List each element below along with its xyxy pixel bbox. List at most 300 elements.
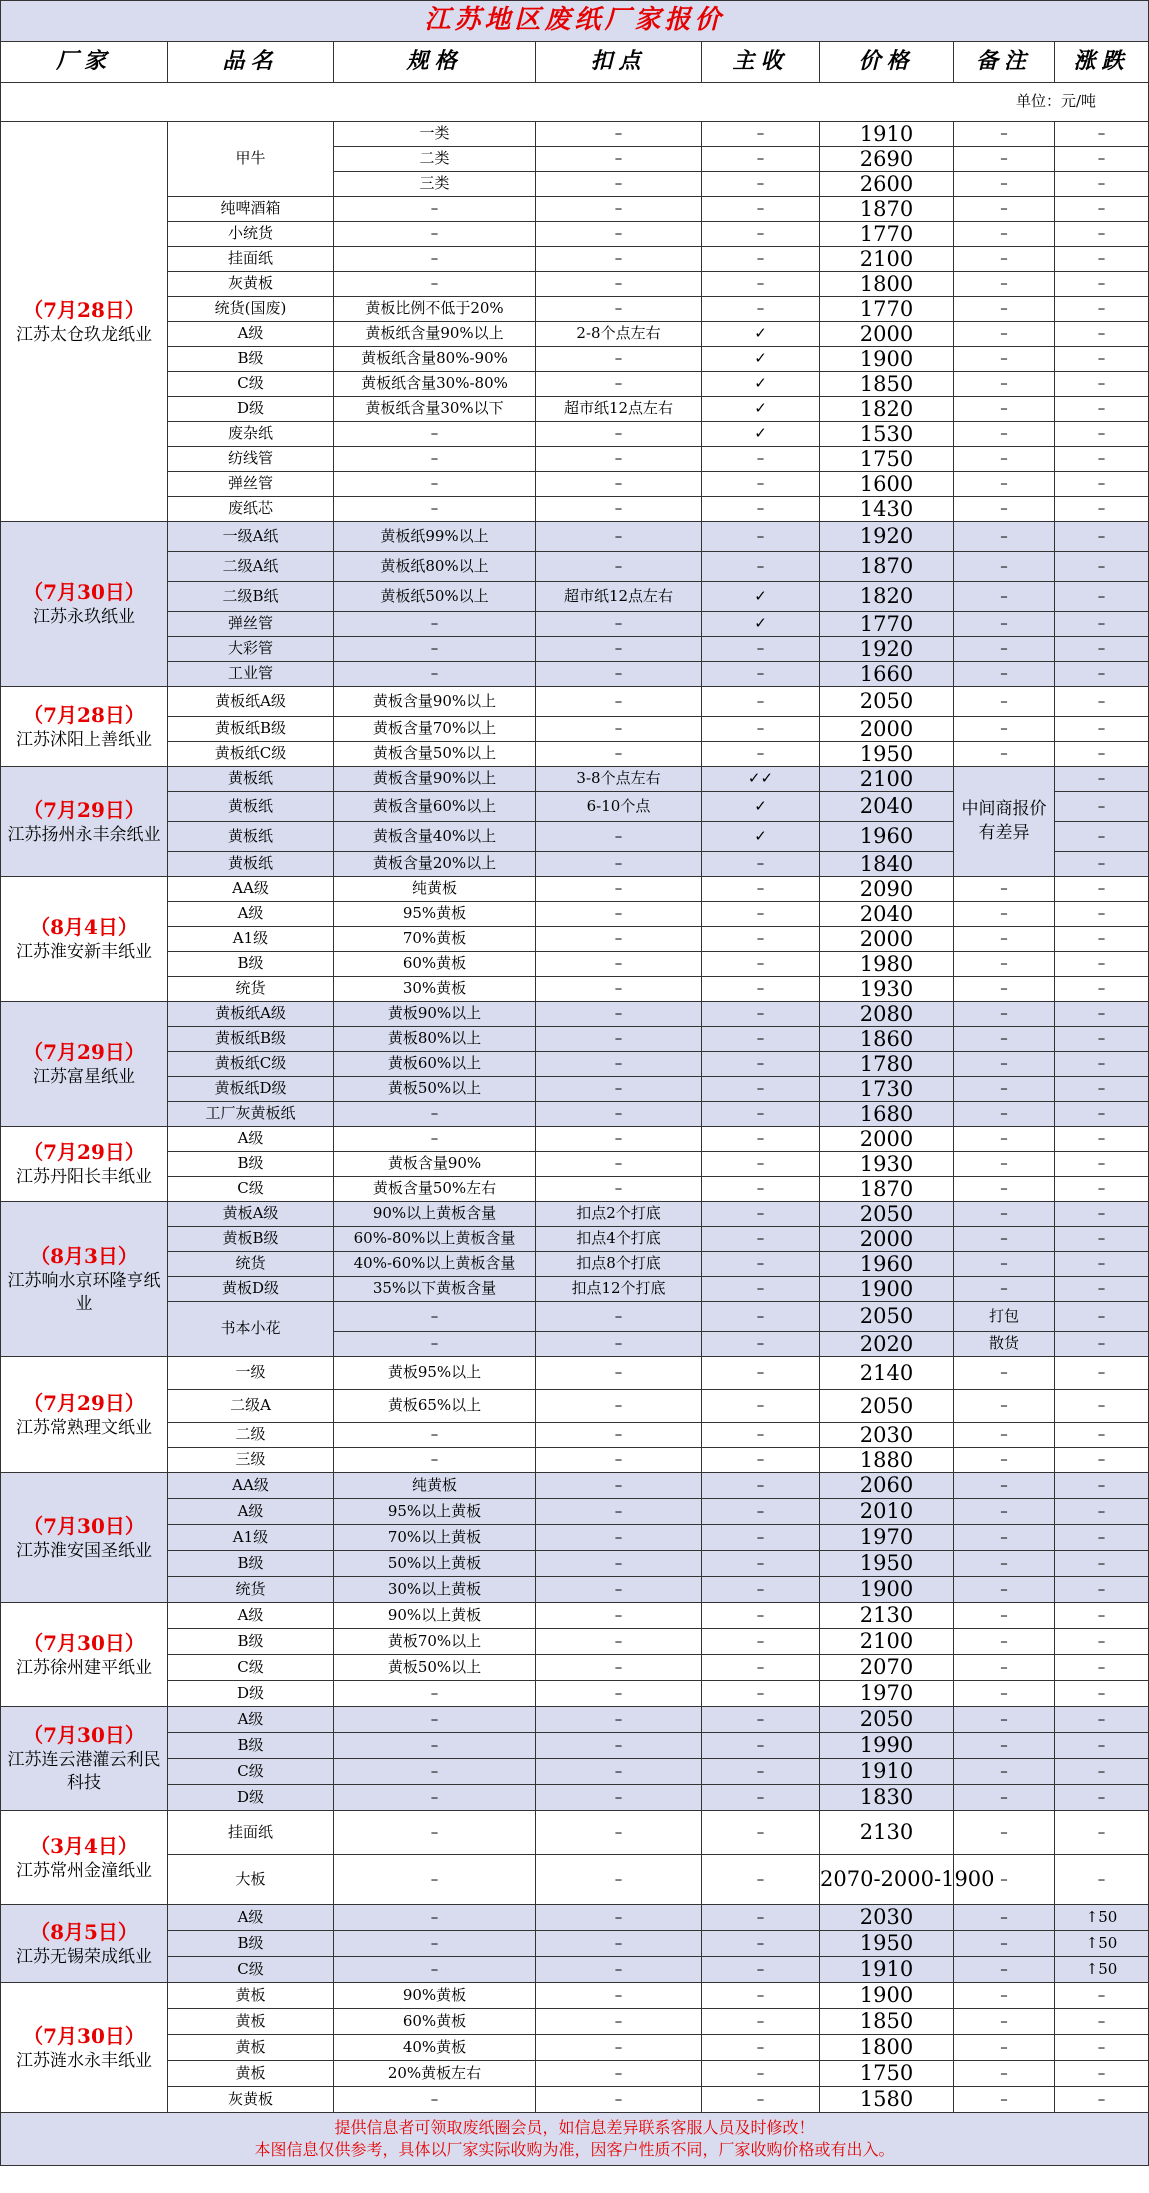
- page-title: 江苏地区废纸厂家报价: [1, 1, 1149, 42]
- price-cell: 2080: [820, 1002, 954, 1027]
- note-cell: 中间商报价有差异: [954, 767, 1055, 877]
- price-cell: 2600: [820, 172, 954, 197]
- spec-cell: –: [334, 422, 536, 447]
- table-row: [1, 247, 1149, 272]
- note-cell: –: [954, 522, 1055, 552]
- change-cell: –: [1055, 1577, 1149, 1603]
- table-row: [1, 612, 1149, 637]
- note-cell: –: [954, 372, 1055, 397]
- product-cell: 黄板A级: [168, 1202, 334, 1227]
- spec-cell: –: [334, 1707, 536, 1733]
- price-cell: 1900: [820, 1983, 954, 2009]
- change-cell: –: [1055, 1499, 1149, 1525]
- change-cell: –: [1055, 1983, 1149, 2009]
- factory-date: （8月3日）: [30, 1243, 138, 1268]
- main-collect-cell: –: [702, 1252, 820, 1277]
- product-cell: B级: [168, 1551, 334, 1577]
- main-collect-cell: –: [702, 977, 820, 1002]
- table-row: [1, 902, 1149, 927]
- spec-cell: –: [334, 222, 536, 247]
- product-cell: 小统货: [168, 222, 334, 247]
- table-row: [1, 1127, 1149, 1152]
- price-cell: 1770: [820, 612, 954, 637]
- factory-date: （7月28日）: [23, 702, 145, 727]
- main-collect-cell: –: [702, 1629, 820, 1655]
- main-collect-cell: –: [702, 122, 820, 147]
- note-cell: –: [954, 612, 1055, 637]
- change-cell: –: [1055, 1390, 1149, 1423]
- deduction-cell: –: [536, 497, 702, 522]
- spec-cell: 30%黄板: [334, 977, 536, 1002]
- price-cell: 1920: [820, 637, 954, 662]
- spec-cell: –: [334, 1905, 536, 1931]
- spec-cell: 黄板纸50%以上: [334, 582, 536, 612]
- spec-cell: –: [334, 612, 536, 637]
- price-cell: 2140: [820, 1357, 954, 1390]
- factory-cell: [1, 1811, 168, 1905]
- main-collect-cell: –: [702, 637, 820, 662]
- note-cell: –: [954, 172, 1055, 197]
- deduction-cell: –: [536, 172, 702, 197]
- note-cell: –: [954, 1629, 1055, 1655]
- change-cell: –: [1055, 1357, 1149, 1390]
- note-cell: –: [954, 2061, 1055, 2087]
- product-cell: 书本小花: [168, 1302, 334, 1357]
- deduction-cell: 3-8个点左右: [536, 767, 702, 792]
- deduction-cell: –: [536, 147, 702, 172]
- footer-note: [1, 2113, 1149, 2166]
- product-cell: 统货: [168, 977, 334, 1002]
- main-collect-cell: –: [702, 1002, 820, 1027]
- note-cell: –: [954, 1423, 1055, 1448]
- main-collect-cell: –: [702, 1785, 820, 1811]
- price-cell: 1770: [820, 297, 954, 322]
- change-cell: –: [1055, 422, 1149, 447]
- factory-name: 江苏徐州建平纸业: [16, 1657, 152, 1678]
- deduction-cell: –: [536, 1052, 702, 1077]
- change-cell: –: [1055, 372, 1149, 397]
- factory-cell: [1, 877, 168, 1002]
- note-cell: –: [954, 1733, 1055, 1759]
- factory-cell: [1, 522, 168, 687]
- main-collect-cell: –: [702, 497, 820, 522]
- spec-cell: –: [334, 272, 536, 297]
- spec-cell: –: [334, 1332, 536, 1357]
- product-cell: C级: [168, 1177, 334, 1202]
- spec-cell: 一类: [334, 122, 536, 147]
- deduction-cell: –: [536, 472, 702, 497]
- note-cell: –: [954, 742, 1055, 767]
- factory-name: 江苏常熟理文纸业: [16, 1417, 152, 1438]
- price-cell: 1850: [820, 372, 954, 397]
- table-row: [1, 582, 1149, 612]
- price-cell: 2010: [820, 1499, 954, 1525]
- factory-cell: [1, 1002, 168, 1127]
- spec-cell: 30%以上黄板: [334, 1577, 536, 1603]
- main-collect-cell: –: [702, 1759, 820, 1785]
- spec-cell: 黄板含量50%左右: [334, 1177, 536, 1202]
- deduction-cell: –: [536, 552, 702, 582]
- main-collect-cell: –: [702, 717, 820, 742]
- main-collect-cell: –: [702, 1423, 820, 1448]
- main-collect-cell: ✓: [702, 347, 820, 372]
- product-cell: 二级: [168, 1423, 334, 1448]
- spec-cell: –: [334, 2087, 536, 2113]
- product-cell: A级: [168, 1127, 334, 1152]
- main-collect-cell: –: [702, 1357, 820, 1390]
- product-cell: D级: [168, 1785, 334, 1811]
- main-collect-cell: –: [702, 2009, 820, 2035]
- main-collect-cell: –: [702, 1102, 820, 1127]
- note-cell: –: [954, 1855, 1055, 1905]
- factory-cell: [1, 1603, 168, 1707]
- change-cell: –: [1055, 767, 1149, 792]
- change-cell: –: [1055, 447, 1149, 472]
- price-cell: 2000: [820, 1127, 954, 1152]
- deduction-cell: –: [536, 272, 702, 297]
- spec-cell: –: [334, 662, 536, 687]
- note-cell: –: [954, 952, 1055, 977]
- product-cell: AA级: [168, 877, 334, 902]
- price-cell: 1910: [820, 1759, 954, 1785]
- price-cell: 2070: [820, 1655, 954, 1681]
- product-cell: B级: [168, 1733, 334, 1759]
- change-cell: –: [1055, 1681, 1149, 1707]
- table-row: [1, 222, 1149, 247]
- deduction-cell: –: [536, 742, 702, 767]
- deduction-cell: –: [536, 927, 702, 952]
- main-collect-cell: –: [702, 1077, 820, 1102]
- change-cell: –: [1055, 172, 1149, 197]
- change-cell: –: [1055, 522, 1149, 552]
- table-row: [1, 347, 1149, 372]
- spec-cell: 黄板50%以上: [334, 1077, 536, 1102]
- change-cell: –: [1055, 1002, 1149, 1027]
- product-cell: 大板: [168, 1855, 334, 1905]
- product-cell: A1级: [168, 1525, 334, 1551]
- product-cell: 黄板: [168, 2035, 334, 2061]
- table-row: [1, 1077, 1149, 1102]
- note-cell: –: [954, 687, 1055, 717]
- table-row: [1, 1227, 1149, 1252]
- factory-cell: [1, 687, 168, 767]
- product-cell: A级: [168, 1499, 334, 1525]
- deduction-cell: 扣点2个打底: [536, 1202, 702, 1227]
- change-cell: –: [1055, 1855, 1149, 1905]
- spec-cell: –: [334, 1811, 536, 1855]
- change-cell: –: [1055, 2035, 1149, 2061]
- main-collect-cell: –: [702, 1905, 820, 1931]
- factory-date: （7月30日）: [23, 1513, 145, 1538]
- price-cell: 1660: [820, 662, 954, 687]
- product-cell: 黄板纸: [168, 792, 334, 822]
- spec-cell: 60%黄板: [334, 952, 536, 977]
- price-cell: 1980: [820, 952, 954, 977]
- note-cell: –: [954, 1957, 1055, 1983]
- change-cell: –: [1055, 927, 1149, 952]
- product-cell: 黄板纸: [168, 822, 334, 852]
- change-cell: –: [1055, 1227, 1149, 1252]
- deduction-cell: –: [536, 1525, 702, 1551]
- change-cell: –: [1055, 1733, 1149, 1759]
- spec-cell: 90%以上黄板含量: [334, 1202, 536, 1227]
- note-cell: 散货: [954, 1332, 1055, 1357]
- price-cell: 1950: [820, 742, 954, 767]
- change-cell: –: [1055, 952, 1149, 977]
- main-collect-cell: –: [702, 1027, 820, 1052]
- deduction-cell: –: [536, 1002, 702, 1027]
- deduction-cell: 扣点8个打底: [536, 1252, 702, 1277]
- table-row: [1, 472, 1149, 497]
- product-cell: 废纸芯: [168, 497, 334, 522]
- spec-cell: 纯黄板: [334, 877, 536, 902]
- table-row: [1, 1905, 1149, 1931]
- header-row: [1, 42, 1149, 83]
- product-cell: 二级A纸: [168, 552, 334, 582]
- product-cell: 二级B纸: [168, 582, 334, 612]
- table-row: [1, 1052, 1149, 1077]
- deduction-cell: –: [536, 902, 702, 927]
- change-cell: –: [1055, 1811, 1149, 1855]
- deduction-cell: –: [536, 122, 702, 147]
- main-collect-cell: –: [702, 172, 820, 197]
- note-cell: –: [954, 1277, 1055, 1302]
- main-collect-cell: –: [702, 247, 820, 272]
- deduction-cell: –: [536, 197, 702, 222]
- table-row: [1, 1811, 1149, 1855]
- price-cell: 2090: [820, 877, 954, 902]
- main-collect-cell: –: [702, 147, 820, 172]
- deduction-cell: 6-10个点: [536, 792, 702, 822]
- change-cell: –: [1055, 637, 1149, 662]
- table-row: [1, 322, 1149, 347]
- note-cell: –: [954, 222, 1055, 247]
- change-cell: –: [1055, 322, 1149, 347]
- table-row: [1, 637, 1149, 662]
- price-cell: 2030: [820, 1905, 954, 1931]
- change-cell: –: [1055, 1277, 1149, 1302]
- spec-cell: 黄板纸含量30%-80%: [334, 372, 536, 397]
- table-row: [1, 1390, 1149, 1423]
- table-row: [1, 1931, 1149, 1957]
- price-cell: 1870: [820, 197, 954, 222]
- table-row: [1, 1152, 1149, 1177]
- spec-cell: 黄板含量50%以上: [334, 742, 536, 767]
- product-cell: C级: [168, 372, 334, 397]
- deduction-cell: –: [536, 1499, 702, 1525]
- spec-cell: 95%黄板: [334, 902, 536, 927]
- product-cell: C级: [168, 1759, 334, 1785]
- price-cell: 1950: [820, 1931, 954, 1957]
- spec-cell: –: [334, 1448, 536, 1473]
- main-collect-cell: –: [702, 1577, 820, 1603]
- main-collect-cell: –: [702, 1551, 820, 1577]
- change-cell: –: [1055, 1707, 1149, 1733]
- spec-cell: 40%黄板: [334, 2035, 536, 2061]
- price-cell: 1990: [820, 1733, 954, 1759]
- product-cell: B级: [168, 1152, 334, 1177]
- deduction-cell: –: [536, 522, 702, 552]
- product-cell: 大彩管: [168, 637, 334, 662]
- product-cell: A级: [168, 1603, 334, 1629]
- price-cell: 1950: [820, 1551, 954, 1577]
- factory-date: （7月30日）: [23, 2023, 145, 2048]
- table-row: [1, 877, 1149, 902]
- note-cell: –: [954, 1177, 1055, 1202]
- main-collect-cell: –: [702, 952, 820, 977]
- spec-cell: 黄板含量90%: [334, 1152, 536, 1177]
- change-cell: –: [1055, 247, 1149, 272]
- change-cell: –: [1055, 197, 1149, 222]
- note-cell: –: [954, 1811, 1055, 1855]
- deduction-cell: –: [536, 687, 702, 717]
- product-cell: A级: [168, 1707, 334, 1733]
- change-cell: –: [1055, 822, 1149, 852]
- table-row: [1, 1577, 1149, 1603]
- note-cell: –: [954, 1390, 1055, 1423]
- deduction-cell: –: [536, 247, 702, 272]
- main-collect-cell: –: [702, 1390, 820, 1423]
- main-collect-cell: –: [702, 1499, 820, 1525]
- product-cell: 黄板B级: [168, 1227, 334, 1252]
- spec-cell: 黄板80%以上: [334, 1027, 536, 1052]
- factory-date: （3月4日）: [30, 1833, 138, 1858]
- price-cell: 1730: [820, 1077, 954, 1102]
- spec-cell: 20%黄板左右: [334, 2061, 536, 2087]
- deduction-cell: –: [536, 2035, 702, 2061]
- note-cell: –: [954, 1202, 1055, 1227]
- deduction-cell: –: [536, 1127, 702, 1152]
- spec-cell: –: [334, 1102, 536, 1127]
- factory-name: 江苏常州金潼纸业: [16, 1860, 152, 1881]
- table-row: [1, 552, 1149, 582]
- price-cell: 2060: [820, 1473, 954, 1499]
- note-cell: –: [954, 197, 1055, 222]
- main-collect-cell: –: [702, 1052, 820, 1077]
- deduction-cell: –: [536, 422, 702, 447]
- factory-date: （7月28日）: [23, 297, 145, 322]
- note-cell: –: [954, 347, 1055, 372]
- price-cell: 1830: [820, 1785, 954, 1811]
- table-row: [1, 927, 1149, 952]
- change-cell: –: [1055, 147, 1149, 172]
- main-collect-cell: –: [702, 2087, 820, 2113]
- deduction-cell: –: [536, 877, 702, 902]
- change-cell: –: [1055, 662, 1149, 687]
- change-cell: –: [1055, 1127, 1149, 1152]
- table-row: [1, 422, 1149, 447]
- product-cell: 灰黄板: [168, 2087, 334, 2113]
- change-cell: ↑50: [1055, 1905, 1149, 1931]
- note-cell: –: [954, 2035, 1055, 2061]
- change-cell: –: [1055, 122, 1149, 147]
- factory-date: （7月30日）: [23, 580, 145, 605]
- product-cell: 黄板: [168, 2061, 334, 2087]
- spec-cell: 二类: [334, 147, 536, 172]
- price-cell: 1600: [820, 472, 954, 497]
- spec-cell: 三类: [334, 172, 536, 197]
- factory-cell: [1, 1905, 168, 1983]
- spec-cell: 黄板含量90%以上: [334, 687, 536, 717]
- table-row: [1, 1423, 1149, 1448]
- note-cell: –: [954, 1448, 1055, 1473]
- table-row: [1, 1277, 1149, 1302]
- note-cell: –: [954, 877, 1055, 902]
- main-collect-cell: –: [702, 1603, 820, 1629]
- factory-name: 江苏丹阳长丰纸业: [16, 1167, 152, 1188]
- change-cell: –: [1055, 742, 1149, 767]
- spec-cell: 黄板含量40%以上: [334, 822, 536, 852]
- col-header-factory: 厂家: [1, 42, 168, 83]
- price-cell: 1970: [820, 1525, 954, 1551]
- main-collect-cell: –: [702, 1177, 820, 1202]
- deduction-cell: –: [536, 1629, 702, 1655]
- table-row: [1, 1855, 1149, 1905]
- table-row: [1, 1655, 1149, 1681]
- price-cell: 2100: [820, 767, 954, 792]
- deduction-cell: –: [536, 1785, 702, 1811]
- factory-date: （7月29日）: [23, 1390, 145, 1415]
- deduction-cell: –: [536, 852, 702, 877]
- product-cell: D级: [168, 397, 334, 422]
- price-cell: 2040: [820, 792, 954, 822]
- main-collect-cell: –: [702, 1655, 820, 1681]
- deduction-cell: –: [536, 1390, 702, 1423]
- deduction-cell: 超市纸12点左右: [536, 582, 702, 612]
- factory-name: 江苏富星纸业: [33, 1067, 135, 1088]
- note-cell: –: [954, 1357, 1055, 1390]
- spec-cell: 35%以下黄板含量: [334, 1277, 536, 1302]
- change-cell: –: [1055, 2061, 1149, 2087]
- table-row: [1, 372, 1149, 397]
- spec-cell: 黄板90%以上: [334, 1002, 536, 1027]
- deduction-cell: –: [536, 1957, 702, 1983]
- spec-cell: 黄板65%以上: [334, 1390, 536, 1423]
- note-cell: –: [954, 1905, 1055, 1931]
- main-collect-cell: –: [702, 1681, 820, 1707]
- factory-name: 江苏永玖纸业: [33, 607, 135, 628]
- table-row: [1, 717, 1149, 742]
- change-cell: –: [1055, 347, 1149, 372]
- deduction-cell: –: [536, 1655, 702, 1681]
- spec-cell: 黄板60%以上: [334, 1052, 536, 1077]
- product-cell: 黄板纸A级: [168, 1002, 334, 1027]
- price-cell: 2050: [820, 1302, 954, 1332]
- table-row: [1, 687, 1149, 717]
- table-row: [1, 1733, 1149, 1759]
- price-cell: 1580: [820, 2087, 954, 2113]
- table-row: [1, 1177, 1149, 1202]
- product-cell: 统货: [168, 1252, 334, 1277]
- table-row: [1, 1448, 1149, 1473]
- factory-date: （7月29日）: [23, 1040, 145, 1065]
- spec-cell: –: [334, 1423, 536, 1448]
- deduction-cell: –: [536, 1707, 702, 1733]
- note-cell: 打包: [954, 1302, 1055, 1332]
- change-cell: –: [1055, 1102, 1149, 1127]
- deduction-cell: –: [536, 1905, 702, 1931]
- spec-cell: –: [334, 1855, 536, 1905]
- change-cell: –: [1055, 1655, 1149, 1681]
- change-cell: –: [1055, 717, 1149, 742]
- product-cell: 黄板纸B级: [168, 1027, 334, 1052]
- deduction-cell: –: [536, 717, 702, 742]
- price-cell: 1910: [820, 122, 954, 147]
- price-cell: 1870: [820, 552, 954, 582]
- product-cell: 黄板纸C级: [168, 1052, 334, 1077]
- change-cell: –: [1055, 1629, 1149, 1655]
- deduction-cell: –: [536, 952, 702, 977]
